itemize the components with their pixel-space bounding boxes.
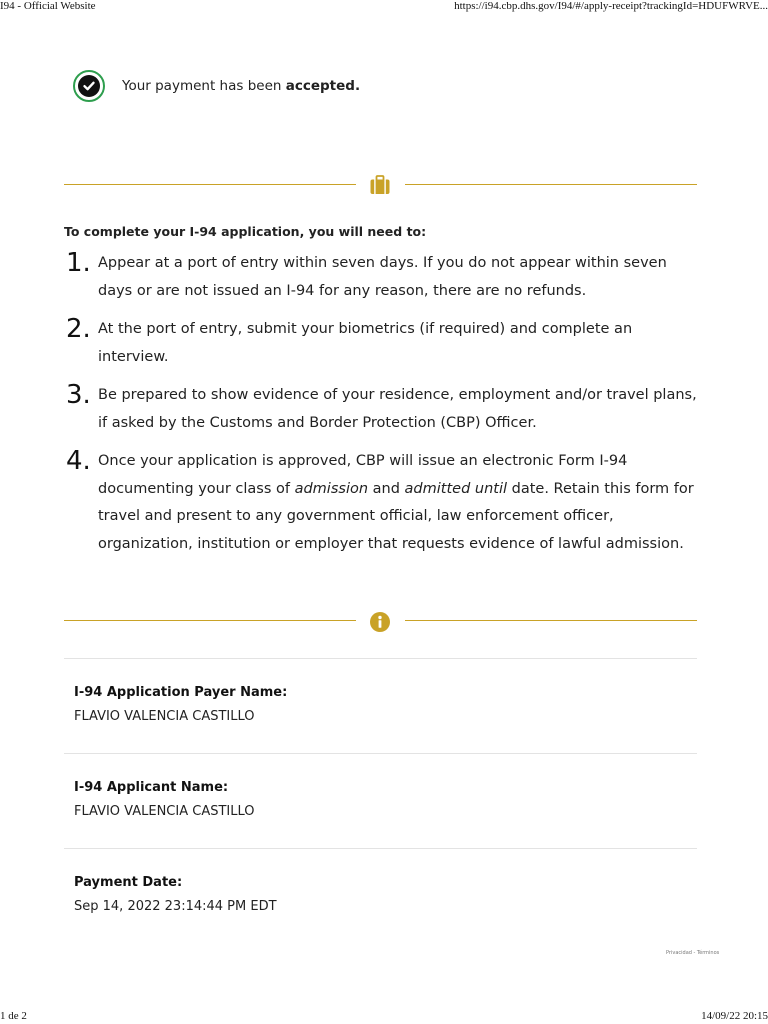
- field-value: Sep 14, 2022 23:14:44 PM EDT: [74, 899, 277, 914]
- list-item: [64, 316, 704, 371]
- print-page-title: I94 - Official Website: [0, 0, 96, 12]
- instructions-list: [64, 250, 704, 569]
- field-value: FLAVIO VALENCIA CASTILLO: [74, 709, 255, 724]
- page-count: 1 de 2: [0, 1010, 27, 1022]
- step-text: Be prepared to show evidence of your residence, employment and/or travel plans, if asked by the Customs and Border Protection (CBP) Officer.: [98, 387, 697, 431]
- field-payment-date: [64, 848, 697, 943]
- briefcase-icon: [368, 173, 392, 197]
- print-footer: [0, 1008, 768, 1024]
- status-message-accepted: accepted.: [285, 78, 361, 94]
- step-text: Once your application is approved, CBP will issue an electronic Form I-94 documenting your class of admission and admitted until date. Retain this form for travel and present to any government official, law enforcement officer, organization, institution or employer that requests evidence of lawful admission.: [98, 453, 694, 552]
- status-message-prefix: Your payment has been: [122, 78, 286, 94]
- step-text: Appear at a port of entry within seven days. If you do not appear within seven days or are not issued an I-94 for any reason, there are no refunds.: [98, 255, 667, 299]
- check-circle-icon: [73, 70, 105, 102]
- field-value: FLAVIO VALENCIA CASTILLO: [74, 804, 255, 819]
- print-datetime: 14/09/22 20:15: [701, 1010, 768, 1022]
- step-number: 1.: [66, 248, 91, 278]
- payment-status: [73, 70, 360, 102]
- list-item: [64, 448, 704, 558]
- section-divider-details: [64, 608, 697, 634]
- field-payer-name: [64, 658, 697, 753]
- field-label: I-94 Application Payer Name:: [74, 685, 288, 700]
- privacy-terms-links[interactable]: Privacidad - Términos: [666, 950, 720, 956]
- print-page-url: https://i94.cbp.dhs.gov/I94/#/apply-receipt?trackingId=HDUFWRVE...: [454, 0, 768, 12]
- italic-admitted-until: admitted until: [404, 480, 508, 497]
- instructions-intro: To complete your I-94 application, you will need to:: [64, 224, 427, 239]
- italic-admission: admission: [294, 480, 369, 497]
- step-number: 2.: [66, 314, 91, 344]
- field-label: I-94 Applicant Name:: [74, 780, 229, 795]
- info-icon: [368, 609, 392, 633]
- payment-details: [64, 658, 697, 943]
- status-message: [122, 78, 360, 94]
- list-item: [64, 382, 704, 437]
- field-applicant-name: [64, 753, 697, 848]
- step-number: 4.: [66, 446, 91, 476]
- field-label: Payment Date:: [74, 875, 183, 890]
- step-number: 3.: [66, 380, 91, 410]
- section-divider-requirements: [64, 172, 697, 198]
- list-item: [64, 250, 704, 305]
- step-text: At the port of entry, submit your biometrics (if required) and complete an interview.: [98, 321, 633, 365]
- print-header: [0, 0, 768, 14]
